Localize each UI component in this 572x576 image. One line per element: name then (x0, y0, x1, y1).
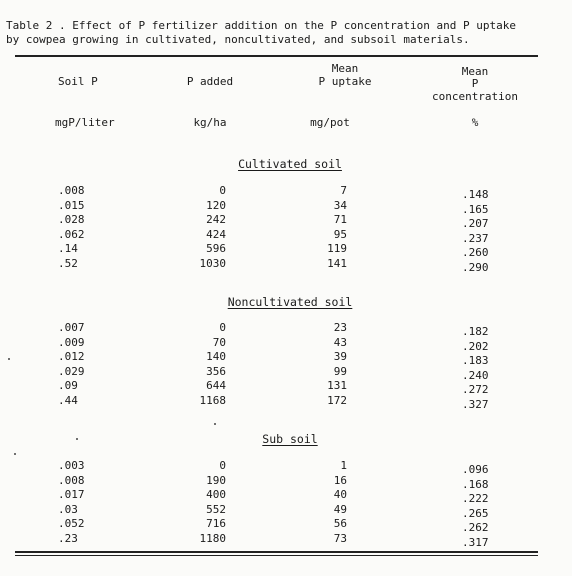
header-uptake-line-1: Mean (331, 62, 359, 75)
cell-uptake: 119 (327, 242, 347, 255)
header-conc-line-2: P (471, 77, 479, 90)
unit-uptake: mg/pot (310, 116, 350, 129)
table-caption (6, 19, 566, 47)
cell-conc: .290 (462, 260, 489, 274)
cell-soil-p: .062 (58, 227, 85, 241)
cell-uptake: 39 (333, 350, 347, 363)
cell-conc: .183 (462, 354, 489, 367)
unit-soil-p: mgP/liter (55, 116, 115, 129)
caption-line-2: by cowpea growing in cultivated, noncultivated, and subsoil materials. (6, 33, 470, 46)
cell-conc: .237 (462, 231, 489, 245)
cell-p-added: 644 (206, 379, 226, 392)
cell-conc: .262 (462, 521, 489, 534)
cell-soil-p: .015 (58, 198, 85, 212)
cell-conc: .148 (462, 188, 489, 201)
cell-p-added: 140 (206, 350, 226, 363)
header-soil-p: Soil P (58, 75, 98, 88)
cell-uptake: 71 (333, 213, 347, 226)
cell-conc: .327 (462, 397, 489, 411)
cell-soil-p: .052 (58, 517, 85, 530)
cell-p-added: 400 (206, 488, 226, 501)
cell-soil-p: .003 (58, 459, 85, 472)
cell-soil-p: .44 (58, 393, 78, 407)
section-title-subsoil (160, 432, 420, 446)
cell-conc: .272 (462, 383, 489, 396)
scan-speck (214, 423, 216, 425)
cell-p-added: 0 (219, 459, 226, 472)
cell-uptake: 141 (327, 256, 347, 270)
section-title-noncultivated (160, 295, 420, 309)
cell-soil-p: .007 (58, 321, 85, 334)
cell-soil-p: .008 (58, 184, 85, 197)
header-conc-line-3: concentration (431, 90, 519, 103)
cell-p-added: 1180 (199, 531, 226, 545)
header-uptake-line-2: P uptake (318, 75, 372, 88)
cell-uptake: 1 (340, 459, 347, 472)
cell-uptake: 34 (333, 198, 347, 212)
cell-p-added: 1168 (199, 393, 226, 407)
section-title-text: Sub soil (262, 432, 318, 446)
unit-conc: % (471, 116, 479, 129)
cell-conc: .260 (462, 246, 489, 259)
cell-uptake: 95 (333, 227, 347, 241)
cell-uptake: 43 (333, 335, 347, 349)
cell-uptake: 49 (333, 502, 347, 516)
cell-p-added: 356 (206, 364, 226, 378)
cell-p-added: 190 (206, 473, 226, 487)
cell-uptake: 23 (333, 321, 347, 334)
cell-soil-p: .017 (58, 488, 85, 501)
cell-soil-p: .009 (58, 335, 85, 349)
cell-soil-p: .23 (58, 531, 78, 545)
cell-conc: .317 (462, 535, 489, 549)
bottom-rule (15, 551, 538, 553)
cell-uptake: 16 (333, 473, 347, 487)
cell-soil-p: .14 (58, 242, 78, 255)
cell-soil-p: .09 (58, 379, 78, 392)
cell-conc: .222 (462, 492, 489, 505)
header-p-added: P added (186, 75, 234, 88)
cell-conc: .265 (462, 506, 489, 520)
cell-uptake: 73 (333, 531, 347, 545)
cell-p-added: 716 (206, 517, 226, 530)
bottom-rule-thin (15, 555, 538, 556)
cell-p-added: 424 (206, 227, 226, 241)
cell-p-added: 120 (206, 198, 226, 212)
cell-p-added: 0 (219, 184, 226, 197)
cell-soil-p: .012 (58, 350, 85, 363)
scan-speck (76, 438, 78, 440)
cell-p-added: 596 (206, 242, 226, 255)
cell-uptake: 56 (333, 517, 347, 530)
cell-uptake: 40 (333, 488, 347, 501)
section-title-cultivated (160, 157, 420, 171)
cell-p-added: 70 (212, 335, 226, 349)
cell-p-added: 1030 (199, 256, 226, 270)
cell-uptake: 99 (333, 364, 347, 378)
cell-uptake: 7 (340, 184, 347, 197)
cell-soil-p: .52 (58, 256, 78, 270)
cell-conc: .240 (462, 368, 489, 382)
cell-soil-p: .028 (58, 213, 85, 226)
section-title-text: Noncultivated soil (227, 295, 353, 309)
cell-conc: .207 (462, 217, 489, 230)
cell-conc: .182 (462, 325, 489, 338)
section-title-text: Cultivated soil (238, 157, 342, 171)
scan-speck (14, 453, 16, 455)
cell-conc: .168 (462, 477, 489, 491)
cell-uptake: 131 (327, 379, 347, 392)
caption-line-1: Table 2 . Effect of P fertilizer addition on the P concentration and P uptake (6, 19, 516, 32)
top-rule (15, 55, 538, 57)
cell-conc: .202 (462, 339, 489, 353)
cell-p-added: 0 (219, 321, 226, 334)
unit-p-added: kg/ha (193, 116, 227, 129)
header-conc-line-1: Mean (461, 65, 489, 78)
cell-p-added: 552 (206, 502, 226, 516)
cell-conc: .096 (462, 463, 489, 476)
cell-soil-p: .03 (58, 502, 78, 516)
cell-conc: .165 (462, 202, 489, 216)
cell-soil-p: .008 (58, 473, 85, 487)
cell-soil-p: .029 (58, 364, 85, 378)
scan-speck (8, 358, 10, 360)
cell-p-added: 242 (206, 213, 226, 226)
cell-uptake: 172 (327, 393, 347, 407)
